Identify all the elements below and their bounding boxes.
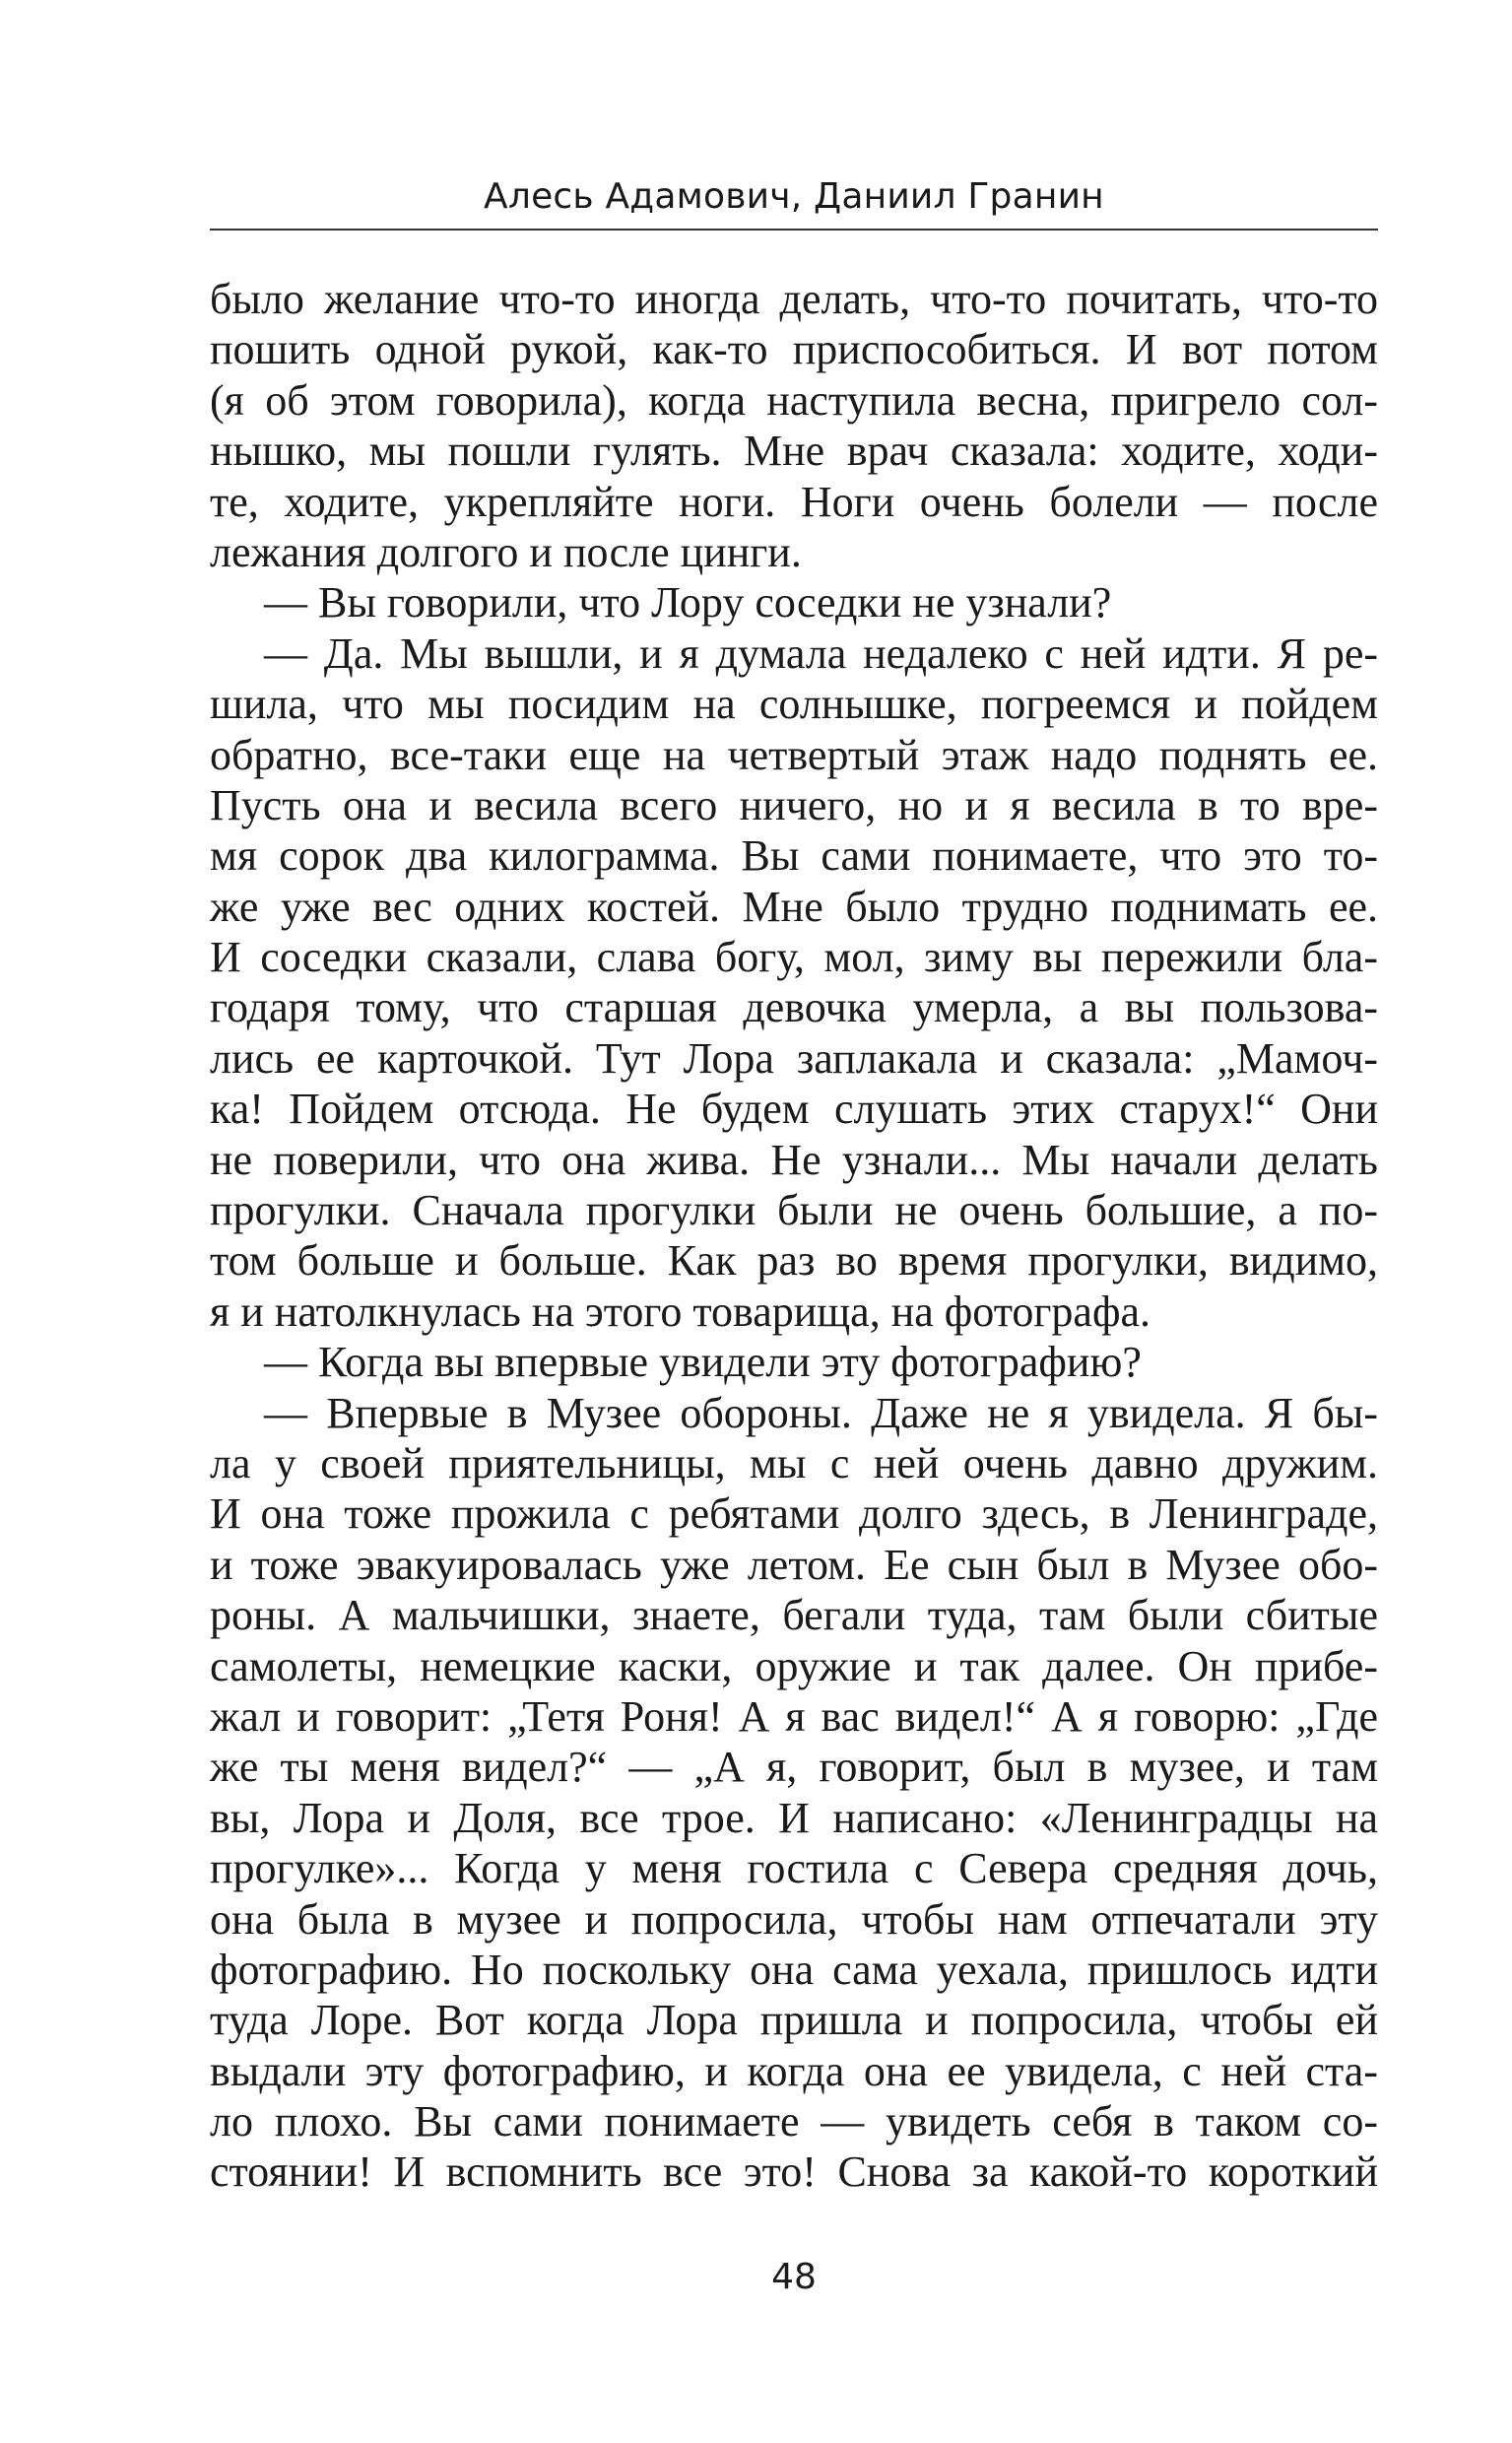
text-line: прогулки. Сначала прогулки были не очень большие, а по-: [210, 1186, 1378, 1235]
text-line: стоянии! И вспомнить все это! Снова за какой-то короткий: [210, 2147, 1378, 2197]
text-line: она была в музее и попросила, чтобы нам отпечатали эту: [210, 1894, 1378, 1944]
text-line: И соседки сказали, слава богу, мол, зиму вы пережили бла-: [210, 933, 1378, 982]
text-line: выдали эту фотографию, и когда она ее увидела, с ней ста-: [210, 2046, 1378, 2095]
text-line: роны. А мальчишки, знаете, бегали туда, там были сбитые: [210, 1591, 1378, 1640]
dialogue-line: — Да. Мы вышли, и я думала недалеко с ней идти. Я ре-: [264, 628, 1378, 678]
text-line: же уже вес одних костей. Мне было трудно поднимать ее.: [210, 882, 1378, 931]
dialogue-line: — Впервые в Музее обороны. Даже не я увидела. Я бы-: [264, 1388, 1378, 1437]
page-number: 48: [771, 2257, 817, 2297]
text-line: мя сорок два килограмма. Вы сами понимаете, что это то-: [210, 831, 1378, 881]
text-line: И она тоже прожила с ребятами долго здесь, в Ленинграде,: [210, 1489, 1378, 1539]
text-line: годаря тому, что старшая девочка умерла, а вы пользова-: [210, 983, 1378, 1032]
text-line: ла у своей приятельницы, мы с ней очень давно дружим.: [210, 1438, 1378, 1487]
text-line: пошить одной рукой, как-то приспособиться. И вот потом: [210, 325, 1378, 374]
header-rule: [210, 229, 1378, 231]
text-line: было желание что-то иногда делать, что-то почитать, что-то: [210, 275, 1378, 323]
body-text: [210, 274, 1378, 2198]
text-line: лись ее карточкой. Тут Лора заплакала и сказала: „Мамоч-: [210, 1033, 1378, 1083]
text-line: нышко, мы пошли гулять. Мне врач сказала: ходите, ходи-: [210, 427, 1378, 476]
text-line: ка! Пойдем отсюда. Не будем слушать этих старух!“ Они: [210, 1085, 1378, 1134]
dialogue-line: — Вы говорили, что Лору соседки не узнали?: [264, 578, 1112, 627]
text-line: ло плохо. Вы сами понимаете — увидеть себя в таком со-: [210, 2097, 1378, 2146]
text-line: не поверили, что она жива. Не узнали... Мы начали делать: [210, 1135, 1378, 1184]
text-line: туда Лоре. Вот когда Лора пришла и попросила, чтобы ей: [210, 1996, 1378, 2045]
text-line: фотографию. Но поскольку она сама уехала, пришлось идти: [210, 1945, 1378, 1994]
text-line: прогулке»... Когда у меня гостила с Севера средняя дочь,: [210, 1844, 1378, 1893]
text-line: жал и говорит: „Тетя Роня! А я вас видел!“ А я говорю: „Где: [210, 1691, 1378, 1741]
text-line: (я об этом говорила), когда наступила весна, пригрело сол-: [210, 375, 1378, 425]
text-line: лежания долгого и после цинги.: [210, 527, 802, 576]
dialogue-line: — Когда вы впервые увидели эту фотографию?: [264, 1338, 1142, 1387]
running-header: Алесь Адамович, Даниил Гранин: [484, 176, 1104, 217]
text-line: и тоже эвакуировалась уже летом. Ее сын был в Музее обо-: [210, 1540, 1378, 1589]
text-line: Пусть она и весила всего ничего, но и я весила в то вре-: [210, 780, 1378, 829]
text-line: вы, Лора и Доля, все трое. И написано: «Ленинградцы на: [210, 1793, 1378, 1842]
text-line: шила, что мы посидим на солнышке, погреемся и пойдем: [210, 680, 1378, 729]
text-line: самолеты, немецкие каски, оружие и так далее. Он прибе-: [210, 1641, 1378, 1690]
text-line: же ты меня видел?“ — „А я, говорит, был в музее, и там: [210, 1743, 1378, 1792]
text-line: том больше и больше. Как раз во время прогулки, видимо,: [210, 1236, 1378, 1286]
text-line: те, ходите, укрепляйте ноги. Ноги очень болели — после: [210, 477, 1378, 526]
text-line: я и натолкнулась на этого товарища, на фотографа.: [210, 1287, 1150, 1336]
text-line: обратно, все-таки еще на четвертый этаж надо поднять ее.: [210, 730, 1378, 779]
